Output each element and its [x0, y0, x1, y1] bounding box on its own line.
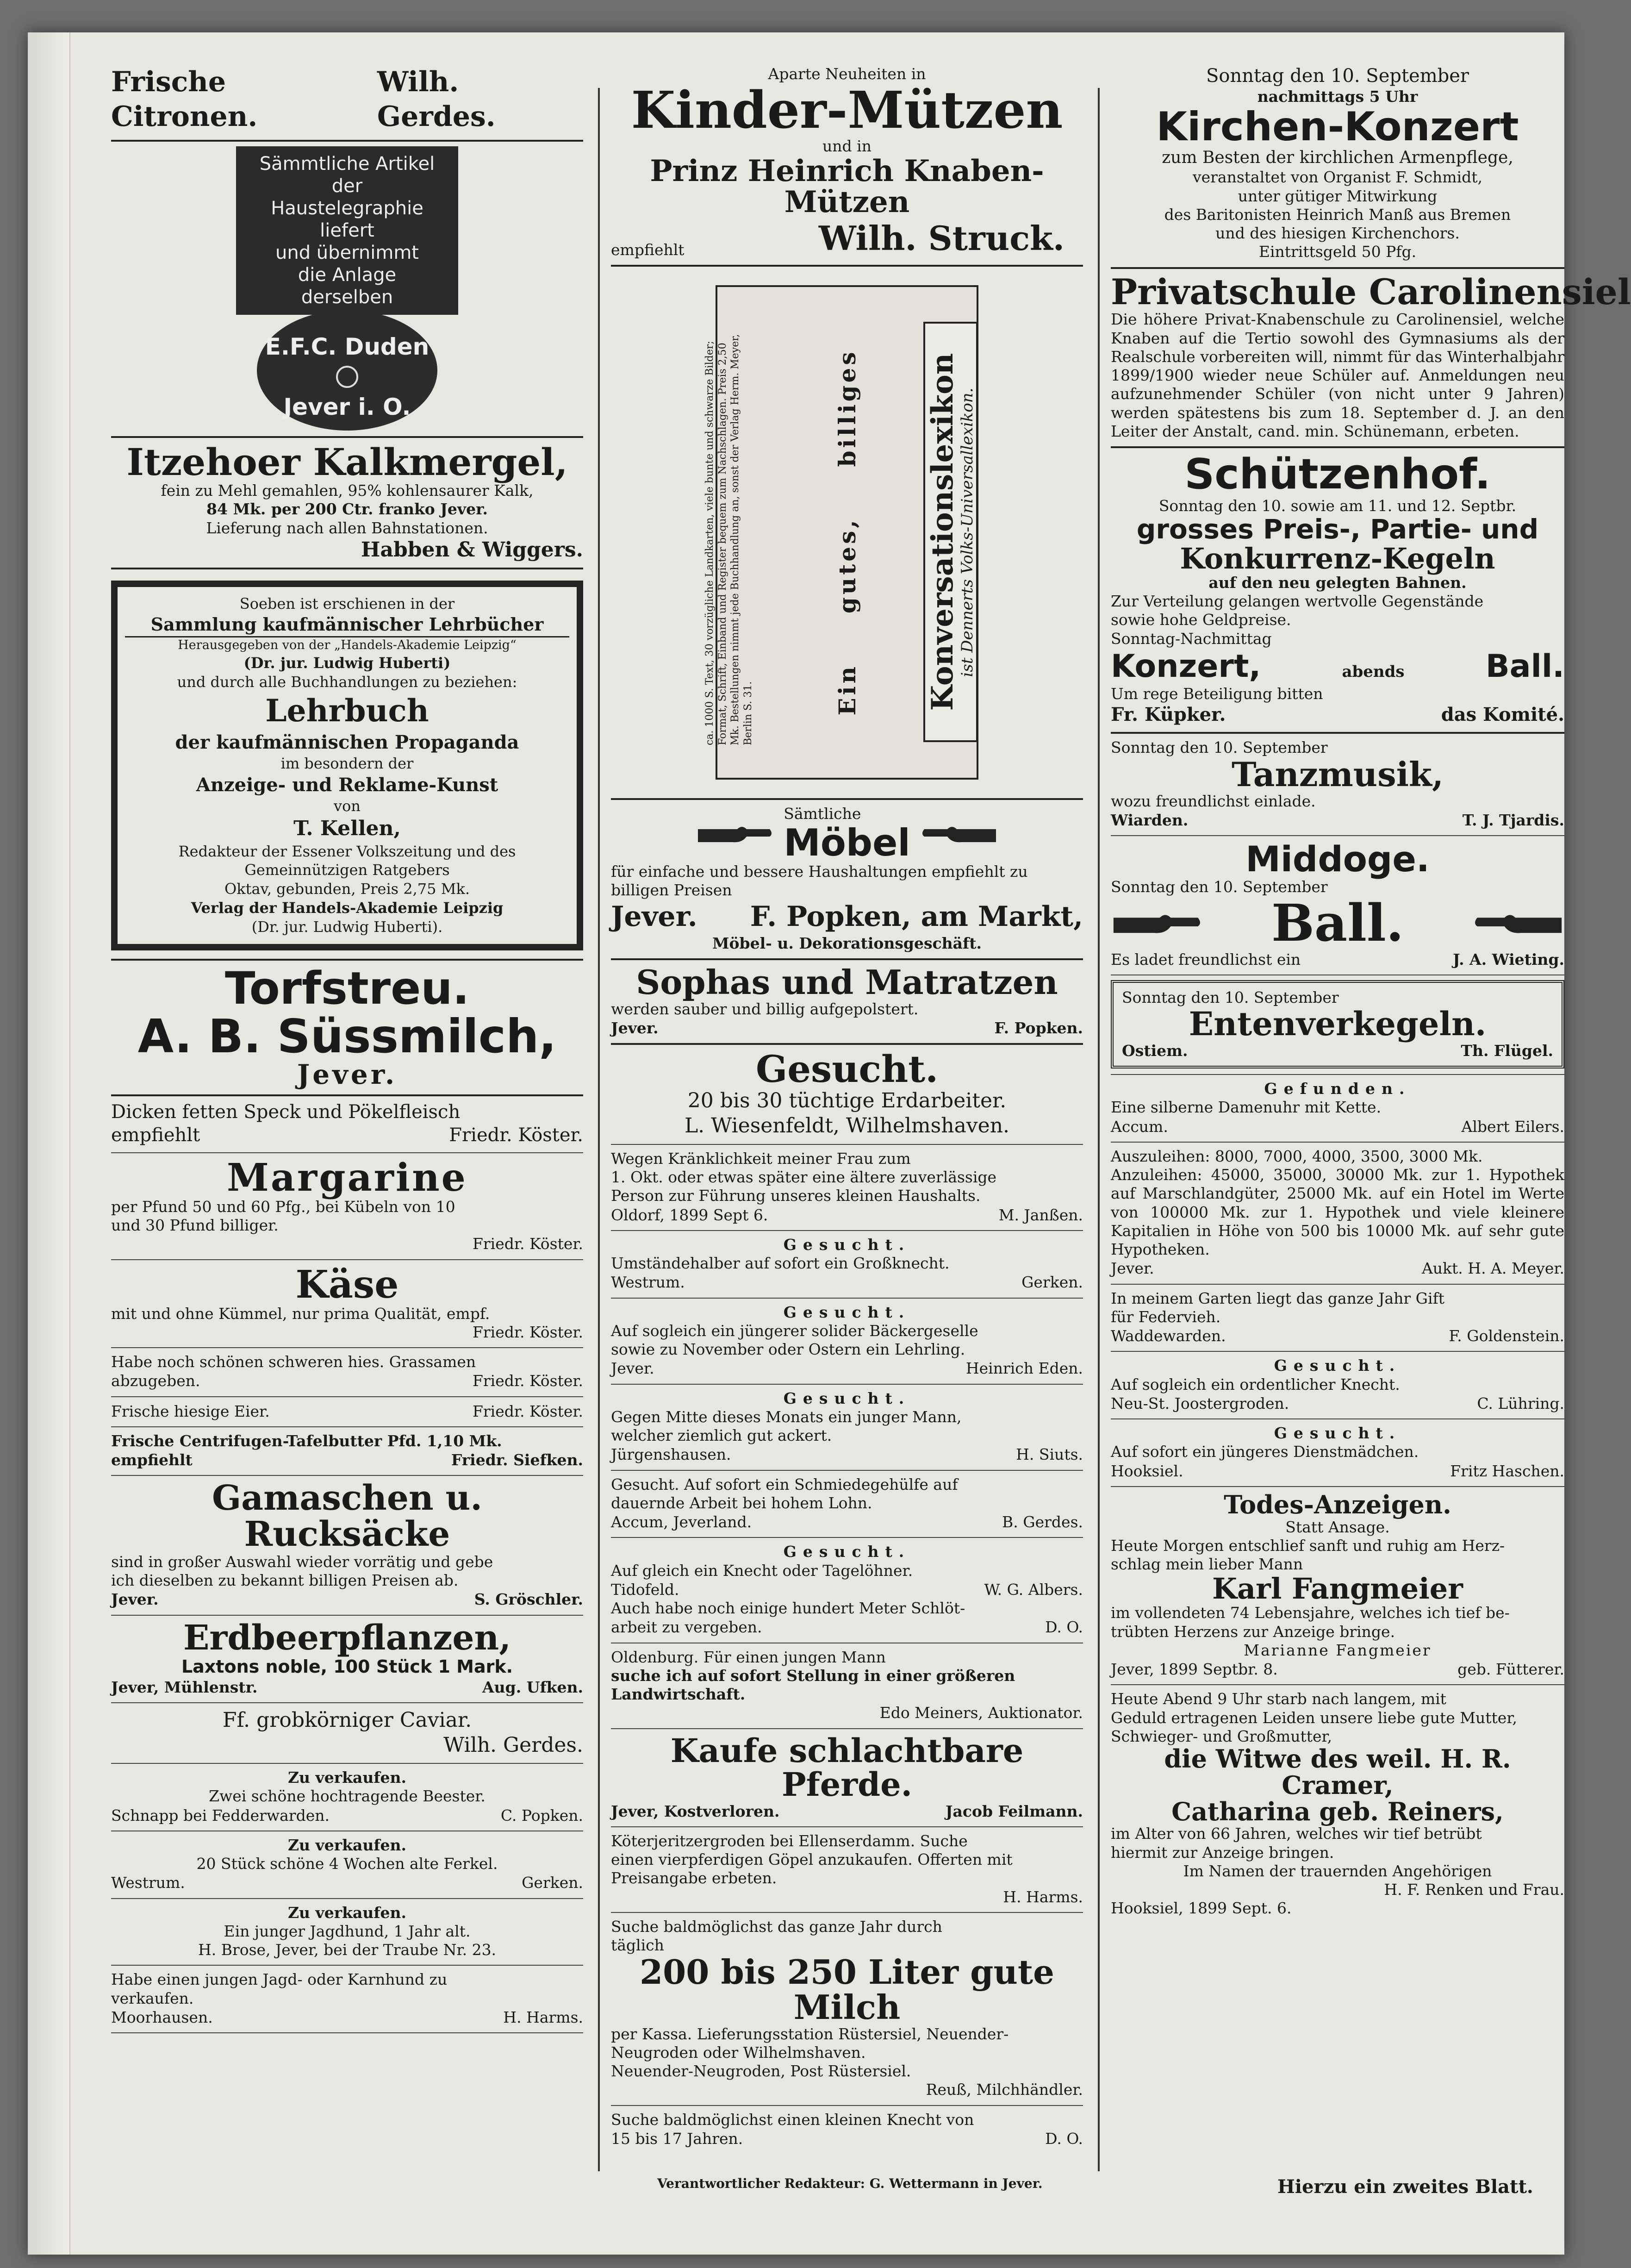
ad-line: Landwirtschaft. [611, 1685, 746, 1704]
ad-line: Person zur Führung unseres kleinen Haushalts. [611, 1187, 981, 1205]
ad-place: Oldorf, 1899 Sept 6. [611, 1206, 768, 1224]
ad-line: veranstaltet von Organist F. Schmidt, [1192, 168, 1483, 187]
ad-line: Lieferung nach allen Bahnstationen. [206, 519, 488, 537]
ad-line: Zwei schöne hochtragende Beester. [209, 1787, 486, 1806]
ad-line: Heute Abend 9 Uhr starb nach langem, mit [1111, 1690, 1446, 1708]
ad-line: Es ladet freundlichst ein [1111, 950, 1301, 968]
ad-heading: Zu verkaufen. [287, 1768, 407, 1787]
ad-line: im besondern der [280, 755, 414, 773]
ad-moebel [611, 800, 1083, 960]
ad-name: F. Popken, am Markt, [750, 900, 1083, 933]
ad-line: Gesucht. Auf sofort ein Schmiedegehülfe auf [611, 1475, 958, 1493]
ad-signature: C. Popken. [500, 1806, 583, 1824]
ad-margarine [111, 1153, 583, 1260]
ad-speck [111, 1096, 583, 1153]
ad-line: Laxtons noble, 100 Stück 1 Mark. [181, 1656, 513, 1677]
lexikon-details: ca. 1000 S. Text, 30 vorzügliche Landkarten, viele bunte und schwarze Bilder; Format, Schrift, Einband und Register bequem zum Nachschlagen. Preis 2,50 Mk. Bestellungen nimmt jede Buchhandlung an, sonst der Verlag Herm. Meyer, Berlin S. 31. [704, 334, 754, 746]
ad-title: Kirchen-Konzert [1156, 104, 1519, 150]
ad-line: Wegen Kränklichkeit meiner Frau zum [611, 1149, 911, 1168]
seal-place: Jever i. O. [283, 394, 411, 420]
ad-place: Moorhausen. [111, 2008, 213, 2026]
ad-line: ich dieselben zu bekannt billigen Preisen ab. [111, 1571, 459, 1590]
ad-title: 200 bis 250 Liter gute Milch [640, 1952, 1054, 2027]
ad-duden-telegraphie [111, 142, 583, 436]
ad-schuetzenhof [1111, 448, 1564, 734]
ad-line: Sonntag den 10. September [1111, 878, 1328, 896]
ad-line: Zur Verteilung gelangen wertvolle Gegenstände [1111, 592, 1484, 611]
ad-place: Jever, Kostverloren. [611, 1802, 780, 1820]
ad-signature: Habben & Wiggers. [361, 537, 583, 562]
ad-title: Käse [295, 1262, 399, 1307]
column-rule-1 [598, 88, 600, 2171]
ad-signature: Friedr. Köster. [472, 1402, 583, 1420]
ad-line: schlag mein lieber Mann [1111, 1555, 1303, 1574]
ad-line: Sonntag den 10. September [1206, 65, 1469, 87]
ad-erdbeerpflanzen [111, 1616, 583, 1703]
lexikon-word: gutes, [833, 517, 861, 614]
ad-signature: B. Gerdes. [1002, 1513, 1083, 1531]
ad-line: H. F. Renken und Frau. [1384, 1881, 1564, 1899]
ad-line: Sonntag den 10. September [1111, 738, 1328, 757]
ad-title: Sophas und Matratzen [636, 962, 1058, 1002]
ad-line: und übernimmt [275, 242, 419, 263]
ad-line: von [334, 797, 361, 815]
ad-line: Ff. grobkörniger Caviar. [222, 1708, 472, 1732]
ad-erdarbeiter [611, 1045, 1083, 1144]
ad-line: Habe noch schönen schweren hies. Grassamen [111, 1353, 476, 1371]
ad-place: Accum, Jeverland. [611, 1513, 752, 1531]
ad-signature: Friedr. Siefken. [451, 1451, 583, 1469]
ad-signature: Gerken. [1021, 1273, 1083, 1292]
ad-place: Westrum. [611, 1273, 685, 1292]
editor-credit: Verantwortlicher Redakteur: G. Wettermann in Jever. [657, 2176, 1043, 2191]
ad-title: Margarine [227, 1155, 467, 1200]
ad-line: sind in großer Auswahl wieder vorrätig und gebe [111, 1552, 493, 1571]
ad-signature: Th. Flügel. [1461, 1041, 1553, 1060]
ad-place: Hooksiel, 1899 Sept. 6. [1111, 1899, 1292, 1918]
ad-heading: Zu verkaufen. [287, 1836, 407, 1854]
ad-line: derselben [301, 287, 393, 308]
ad-sophas [611, 960, 1083, 1045]
ad-line: Sammlung kaufmännischer Lehrbücher [125, 613, 569, 637]
ad-line: Auf gleich ein Knecht oder Tagelöhner. [611, 1561, 913, 1580]
ad-line: Frische hiesige Eier. [111, 1402, 270, 1420]
ad-body: Die höhere Privat-Knabenschule zu Carolinensiel, welche Knaben auf die Tertio sowohl des Gymnasiums als der Realschule vorbereiten will, nimmt für das Winterhalbjahr 1899/1900 wieder neue Schüler auf. Anmeldungen neu aufzunehmender Schüler (von nicht unter 9 Jahren) werden spätestens bis zum 18. September d. J. an den Leiter der Anstalt, cand. min. Schünemann, erbeten. [1111, 310, 1564, 440]
ad-line: mit und ohne Kümmel, nur prima Qualität, empf. [111, 1304, 490, 1323]
ad-kaese [111, 1260, 583, 1349]
ad-line: verkaufen. [111, 1989, 194, 2007]
ad-signature: Wilh. Struck. [818, 219, 1065, 258]
ad-line: im Alter von 66 Jahren, welches wir tief betrübt [1111, 1824, 1482, 1843]
telegraph-bell-seal [257, 310, 437, 431]
ad-line: empfiehlt [111, 1451, 193, 1469]
ad-line: im vollendeten 74 Lebensjahre, welches ich tief be- [1111, 1604, 1510, 1622]
ad-line: einen vierpferdigen Göpel anzukaufen. Offerten mit [611, 1850, 1013, 1869]
ad-schmiedegehuelfe [611, 1471, 1083, 1538]
ad-grossknecht [611, 1231, 1083, 1299]
ad-line: liefert [320, 220, 374, 241]
ad-signature: D. O. [1045, 2129, 1083, 2148]
ad-signature: Heinrich Eden. [965, 1359, 1083, 1378]
ad-dienstmaedchen [1111, 1419, 1564, 1487]
ad-place: Jever. [1111, 1259, 1154, 1278]
pointing-hand-right-icon [1111, 905, 1203, 942]
ad-place: Jever. [111, 1590, 159, 1609]
ad-signature: Jacob Feilmann. [945, 1802, 1083, 1820]
ad-name: A. B. Süssmilch, [137, 1009, 557, 1064]
ad-line: Geduld ertragenen Leiden unsere liebe gute Mutter, [1111, 1708, 1517, 1727]
ad-place: Accum. [1111, 1117, 1168, 1136]
ad-title: Tanzmusik, [1232, 755, 1444, 794]
ad-title: Möbel [784, 821, 910, 864]
deceased-name: die Witwe des weil. H. R. Cramer, [1164, 1744, 1511, 1800]
ad-line: Neugroden oder Wilhelmshaven. [611, 2043, 866, 2062]
ad-gift [1111, 1285, 1564, 1352]
ad-line: für einfache und bessere Haushaltungen empfiehlt zu [611, 862, 1028, 881]
ad-heading: Gesucht. [783, 1543, 911, 1561]
ad-line: Sonntag den 10. sowie am 11. und 12. Septbr. [1158, 496, 1517, 515]
ad-line: Gemeinnützigen Ratgebers [244, 861, 450, 879]
ad-entenverkegeln [1111, 975, 1564, 1075]
ad-line: Köterjeritzergroden bei Ellenserdamm. Suche [611, 1831, 968, 1850]
ad-signature: Edo Meiners, Auktionator. [879, 1704, 1083, 1722]
ad-line: (Dr. jur. Ludwig Huberti). [251, 918, 443, 936]
ad-kalkmergel [111, 436, 583, 569]
ad-place: Tidofeld. [611, 1580, 679, 1599]
pointing-hand-left-icon [920, 820, 998, 848]
ad-pferde [611, 1729, 1083, 1827]
ad-line: welcher ziemlich gut ackert. [611, 1426, 832, 1445]
ad-line: Auf sofort ein jüngeres Dienstmädchen. [1111, 1443, 1419, 1461]
ad-line: 20 Stück schöne 4 Wochen alte Ferkel. [196, 1855, 498, 1873]
ad-title: Konkurrenz-Kegeln [1180, 541, 1495, 575]
ad-heading: Gesucht. [783, 1303, 911, 1321]
ad-heading: Gesucht. [783, 1389, 911, 1407]
ad-title: Erdbeerpflanzen, [183, 1618, 511, 1658]
ad-line: für Federvieh. [1111, 1307, 1221, 1326]
ad-line: Soeben ist erschienen in der [239, 595, 455, 613]
ad-line: H. Brose, Jever, bei der Traube Nr. 23. [198, 1941, 497, 1959]
column-1 [111, 60, 583, 2181]
ad-signature: F. Popken. [994, 1019, 1083, 1037]
ad-verkauf-ferkel [111, 1831, 583, 1899]
ad-line: Möbel- u. Dekorationsgeschäft. [712, 934, 982, 953]
ad-line: Auch habe noch einige hundert Meter Schlöt- [611, 1599, 965, 1618]
lexikon-title: Konversationslexikon [923, 322, 978, 742]
ad-line: 20 bis 30 tüchtige Erdarbeiter. [687, 1089, 1007, 1113]
ad-place: Jever, Mühlenstr. [111, 1678, 258, 1696]
ad-line: zum Besten der kirchlichen Armenpflege, [1162, 148, 1513, 168]
ad-line: sowie zu November oder Ostern ein Lehrling. [611, 1340, 965, 1359]
ad-gefunden [1111, 1075, 1564, 1143]
ad-tafelbutter [111, 1427, 583, 1476]
ad-line: Eine silberne Damenuhr mit Kette. [1111, 1098, 1382, 1117]
ad-signature: H. Harms. [503, 2008, 583, 2026]
ad-line: Preisangabe erbeten. [611, 1869, 777, 1887]
ad-signature: S. Gröschler. [474, 1590, 583, 1609]
ad-kleiner-knecht [611, 2106, 1083, 2154]
ad-line: Ein junger Jagdhund, 1 Jahr alt. [224, 1922, 471, 1940]
ad-line: Um rege Beteiligung bitten [1111, 684, 1323, 703]
ad-place: Waddewarden. [1111, 1327, 1226, 1345]
ad-line: und in [822, 137, 872, 155]
ad-place: Jever. [611, 900, 697, 933]
ad-line: Statt Ansage. [1285, 1518, 1390, 1536]
ad-line: Anzeige- und Reklame-Kunst [196, 774, 498, 796]
ad-line: 15 bis 17 Jahren. [611, 2129, 743, 2148]
ad-line: abzugeben. [111, 1372, 200, 1390]
ad-title: Torfstreu. [224, 962, 470, 1015]
ad-place: Jever, 1899 Septbr. 8. [1111, 1660, 1278, 1679]
column-2 [611, 60, 1083, 2181]
ad-signature: H. Harms. [1003, 1887, 1083, 1906]
ad-title: Entenverkegeln. [1189, 1005, 1487, 1043]
ad-title: Middoge. [1245, 838, 1430, 880]
ad-line: empfiehlt [611, 241, 685, 259]
ad-title: Ball. [1271, 893, 1404, 953]
ad-line: Redakteur der Essener Volkszeitung und des [178, 842, 516, 860]
ad-kinder-muetzen [611, 60, 1083, 267]
ad-goepel [611, 1827, 1083, 1913]
lexikon-word: Ein [833, 664, 861, 716]
book-title: Lehrbuch [265, 693, 429, 729]
ad-title: Ball. [1485, 648, 1564, 685]
ad-place: Westrum. [111, 1874, 185, 1892]
ad-line: wozu freundlichst einlade. [1111, 792, 1316, 810]
ad-line: Suche baldmöglichst einen kleinen Knecht von [611, 2110, 974, 2129]
book-author: T. Kellen, [293, 817, 401, 841]
ad-line: auf den neu gelegten Bahnen. [1208, 573, 1467, 592]
ad-line: Auszuleihen: 8000, 7000, 4000, 3500, 3000 Mk. [1111, 1147, 1483, 1165]
ad-tanzmusik [1111, 734, 1564, 836]
ad-line: Sonntag den 10. September [1122, 988, 1339, 1007]
ad-line: Frische Centrifugen-Tafelbutter Pfd. 1,10 Mk. [111, 1431, 502, 1450]
ad-line: nachmittags 5 Uhr [1257, 87, 1418, 106]
ad-line: täglich [611, 1936, 664, 1955]
ad-hypotheken [1111, 1143, 1564, 1285]
ad-line: Sämmtliche Artikel [259, 153, 435, 175]
ad-heading: Gefunden. [1264, 1080, 1411, 1098]
ad-signature: Reuß, Milchhändler. [926, 2081, 1083, 2099]
ad-line: dauernde Arbeit bei hohem Lohn. [611, 1493, 872, 1512]
ad-todesanzeige-fangmeier [1111, 1487, 1564, 1686]
ad-verkauf-jagdhund [111, 1899, 583, 1966]
ad-place: Jever. [611, 1359, 654, 1378]
ad-line: Oktav, gebunden, Preis 2,75 Mk. [224, 880, 470, 898]
ad-line: abends [1342, 662, 1405, 681]
ad-caviar [111, 1703, 583, 1764]
ad-place: Neu-St. Joostergroden. [1111, 1394, 1289, 1412]
ad-line: Auf sogleich ein jüngerer solider Bäckergeselle [611, 1321, 978, 1340]
ad-signature: Wilh. Gerdes. [443, 1733, 583, 1757]
ad-line: Sonntag-Nachmittag [1111, 629, 1272, 648]
ad-title: Frische Citronen. [111, 66, 258, 133]
ad-title: Gamaschen u. Rucksäcke [212, 1478, 483, 1555]
ad-signature: C. Lühring. [1477, 1394, 1564, 1412]
ad-line: Dicken fetten Speck und Pökelfleisch [111, 1101, 461, 1123]
ad-milch [611, 1913, 1083, 2106]
ad-line: Schwieger- und Großmutter, [1111, 1727, 1332, 1745]
ad-place: Jever. [297, 1059, 398, 1091]
ad-place: Jürgenshausen. [611, 1445, 731, 1464]
deceased-name: Catharina geb. Reiners, [1171, 1796, 1504, 1826]
ad-line: In meinem Garten liegt das ganze Jahr Gift [1111, 1289, 1445, 1307]
ad-konversationslexikon [611, 267, 1083, 800]
ad-signature: Friedr. Köster. [472, 1235, 583, 1253]
ad-middoge [1111, 836, 1564, 975]
ad-gamaschen [111, 1476, 583, 1615]
ad-lehrbuch [111, 569, 583, 961]
ad-title: Schützenhof. [1184, 450, 1491, 499]
ad-title: Gesucht. [755, 1047, 939, 1091]
ad-title: Kaufe schlachtbare Pferde. [670, 1731, 1024, 1804]
ad-line: empfiehlt [111, 1124, 200, 1146]
ad-place: Schnapp bei Fedderwarden. [111, 1806, 330, 1824]
ad-line: und 30 Pfund billiger. [111, 1216, 279, 1235]
ad-junger-mann [611, 1385, 1083, 1471]
ad-line: arbeit zu vergeben. [611, 1618, 762, 1637]
ad-line: unter gütiger Mitwirkung [1238, 187, 1438, 205]
ad-signature: Aug. Ufken. [482, 1678, 583, 1696]
section-title: Todes-Anzeigen. [1224, 1489, 1451, 1519]
ad-signature: Wilh. Gerdes. [377, 66, 496, 133]
ad-place: Wiarden. [1111, 811, 1189, 830]
ad-title: grosses Preis-, Partie- und [1136, 513, 1539, 545]
ad-signature: Friedr. Köster. [472, 1323, 583, 1341]
ad-signature: W. G. Albers. [984, 1580, 1083, 1599]
ad-line: per Kassa. Lieferungsstation Rüstersiel, Neuender- [611, 2024, 1009, 2043]
ad-torfstreu [111, 961, 583, 1096]
ad-line: hiermit zur Anzeige bringen. [1111, 1843, 1334, 1862]
ad-line: 1. Okt. oder etwas später eine ältere zuverlässige [611, 1168, 997, 1187]
ad-todesanzeige-cramer [1111, 1685, 1564, 1923]
ad-body: Anzuleihen: 45000, 35000, 30000 Mk. zur 1. Hypothek auf Marschlandgüter, 25000 Mk. auf ein Hotel im Werte von 100000 Mk. zur 1. Hypothek und viele kleinere Kapitalien in Höhe von 500 bis 10000 Mk. auf sehr gute Hypotheken. [1111, 1166, 1564, 1259]
ad-line: Eintrittsgeld 50 Pfg. [1258, 243, 1417, 261]
ad-title: Prinz Heinrich Knaben-Mützen [650, 154, 1044, 220]
ad-tageloehner [611, 1538, 1083, 1643]
ad-signature: D. O. [1045, 1618, 1083, 1637]
ad-line: fein zu Mehl gemahlen, 95% kohlensaurer Kalk, [161, 481, 534, 500]
ad-haushalt [611, 1145, 1083, 1231]
ad-line: sowie hohe Geldpreise. [1111, 611, 1291, 629]
ad-verkauf-beester [111, 1764, 583, 1831]
ad-line: Suche baldmöglichst das ganze Jahr durch [611, 1917, 942, 1936]
ad-line: der [331, 175, 363, 197]
ad-title: Privatschule Carolinensiel [1111, 271, 1631, 312]
ad-line: werden sauber und billig aufgepolstert. [611, 1000, 919, 1018]
seal-name: E.F.C. Duden [265, 333, 430, 360]
ad-landwirtschaft [611, 1643, 1083, 1729]
ad-line: Umständehalber auf sofort ein Großknecht. [611, 1254, 950, 1273]
ad-heading: Gesucht. [1274, 1424, 1401, 1443]
ad-signature: F. Goldenstein. [1449, 1327, 1564, 1345]
ad-line: Habe einen jungen Jagd- oder Karnhund zu [111, 1970, 448, 1989]
ad-signature: T. J. Tjardis. [1462, 811, 1564, 830]
ad-privatschule [1111, 269, 1631, 449]
ad-signature: J. A. Wieting. [1453, 950, 1564, 968]
supplement-notice: Hierzu ein zweites Blatt. [1277, 2176, 1533, 2198]
ad-line: trübten Herzens zur Anzeige bringe. [1111, 1622, 1395, 1641]
column-rule-2 [1098, 88, 1100, 2171]
ad-line: Herausgegeben von der „Handels-Akademie Leipzig“ [178, 638, 517, 652]
ad-heading: Gesucht. [783, 1235, 911, 1254]
ad-signature: Albert Eilers. [1461, 1117, 1564, 1136]
ad-line: der kaufmännischen Propaganda [175, 731, 519, 753]
ad-line: die Anlage [298, 264, 397, 286]
ad-line: Im Namen der trauernden Angehörigen [1183, 1862, 1492, 1880]
ad-line: Auf sogleich ein ordentlicher Knecht. [1111, 1375, 1400, 1393]
pointing-hand-right-icon [696, 820, 774, 848]
ad-line: und durch alle Buchhandlungen zu beziehen: [177, 673, 517, 691]
ad-kirchen-konzert [1111, 60, 1564, 269]
ad-line: Haustelegraphie [271, 198, 423, 219]
ad-signature: Fr. Küpker. [1111, 704, 1226, 726]
ad-knecht-joostergroden [1111, 1352, 1564, 1419]
lexikon-word: billiges [833, 349, 861, 467]
ad-signature: Fritz Haschen. [1450, 1462, 1564, 1480]
ad-line: (Dr. jur. Ludwig Huberti) [243, 654, 451, 672]
ad-line: und des hiesigen Kirchenchors. [1215, 224, 1460, 242]
ad-line: Aparte Neuheiten in [768, 65, 926, 83]
ad-line: Heute Morgen entschlief sanft und ruhig am Herz- [1111, 1536, 1505, 1555]
ad-line: per Pfund 50 und 60 Pfg., bei Kübeln von 10 [111, 1197, 455, 1216]
ad-signature: H. Siuts. [1016, 1445, 1083, 1464]
ad-line: Oldenburg. Für einen jungen Mann [611, 1648, 886, 1666]
ad-line: 84 Mk. per 200 Ctr. franko Jever. [206, 500, 488, 519]
ad-signature: Aukt. H. A. Meyer. [1421, 1259, 1564, 1278]
column-3 [1111, 60, 1631, 2181]
ad-place: Ostiem. [1122, 1041, 1188, 1060]
ad-title: Itzehoer Kalkmergel, [126, 440, 568, 484]
ad-line: L. Wiesenfeldt, Wilhelmshaven. [684, 1114, 1010, 1138]
ad-line: Marianne Fangmeier [1244, 1641, 1432, 1659]
ad-citronen [111, 60, 583, 142]
ad-baeckergeselle [611, 1299, 1083, 1385]
page-binding-edge [28, 32, 70, 2255]
ad-title: Konzert, [1111, 648, 1261, 685]
ad-place: Hooksiel. [1111, 1462, 1183, 1480]
ad-title: Kinder-Mützen [631, 80, 1063, 140]
ad-line: Neuender-Neugroden, Post Rüstersiel. [611, 2062, 911, 2080]
deceased-name: Karl Fangmeier [1212, 1572, 1463, 1606]
pointing-hand-left-icon [1472, 905, 1564, 942]
ad-heading: Gesucht. [1274, 1356, 1401, 1375]
ad-karnhund [111, 1966, 583, 2033]
ad-signature: Friedr. Köster. [472, 1372, 583, 1390]
ad-line: des Baritonisten Heinrich Manß aus Bremen [1164, 205, 1511, 224]
ad-line: Gegen Mitte dieses Monats ein junger Mann, [611, 1407, 962, 1426]
ad-place: Jever. [611, 1019, 659, 1037]
lexikon-subtitle: ist Dennerts Volks-Universallexikon. [958, 387, 977, 677]
ad-signature: Gerken. [522, 1874, 583, 1892]
ad-heading: Zu verkaufen. [287, 1903, 407, 1922]
ad-line: billigen Preisen [611, 881, 732, 899]
ad-line: geb. Fütterer. [1457, 1660, 1564, 1679]
ad-signature: M. Janßen. [998, 1206, 1083, 1224]
ad-line: Verlag der Handels-Akademie Leipzig [191, 899, 504, 917]
ad-signature: das Komité. [1441, 704, 1564, 726]
ad-eier [111, 1397, 583, 1427]
ad-grassamen [111, 1348, 583, 1397]
ad-line: Sämtliche [784, 805, 861, 823]
ad-line: suche ich auf sofort Stellung in einer größeren [611, 1666, 1015, 1685]
ad-signature: Friedr. Köster. [449, 1124, 583, 1146]
